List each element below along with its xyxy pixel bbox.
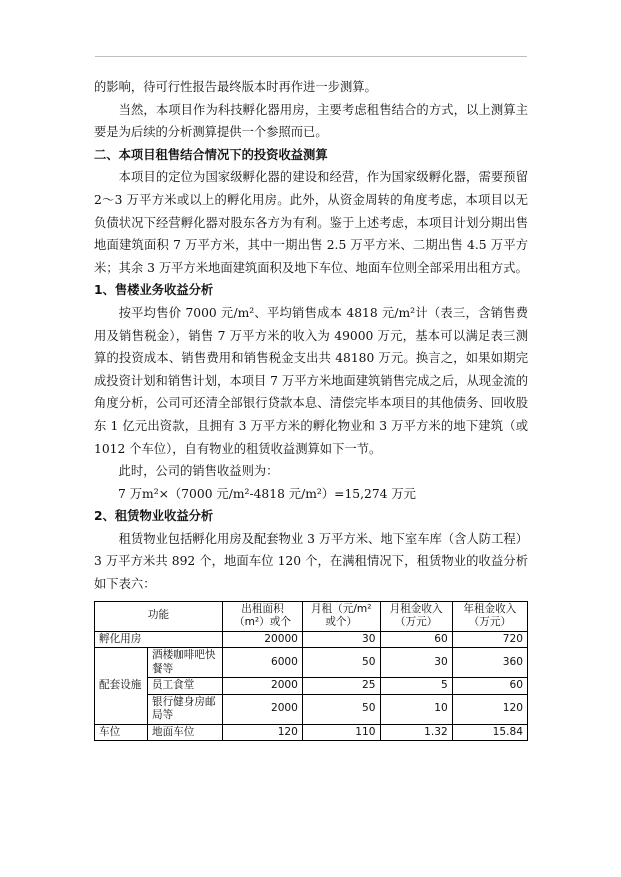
cell-rent: 50 — [302, 648, 380, 678]
cell-area: 2000 — [223, 694, 303, 724]
paragraph-sales-analysis: 按平均售价 7000 元/m²、平均销售成本 4818 元/m²计（表三，含销售费用及销售税金），销售 7 万平方米的收入为 49000 万元，基本可以满足表三测算的投资成本、销售费用和销售税金支出共 48180 万元。换言之，如果如期完成投资计划和销售计划，本项目 7 万平方米地面建筑销售完成之后，从现金流的角度分析，公司可还清全部银行贷款本息、清偿完毕本项目的其他债务、回收股东 1 亿元出资款，且拥有 3 万平方米的孵化物业和 3 万平方米的地下建筑（或 1012 个车位），自有物业的租赁收益测算如下一节。 — [94, 305, 528, 456]
cell-annual: 15.84 — [452, 724, 527, 741]
document-body — [94, 76, 528, 741]
row-label: 孵化用房 — [95, 631, 223, 648]
row-group-label: 配套设施 — [95, 648, 148, 725]
table-row — [95, 678, 528, 695]
row-item-label: 银行健身房邮局等 — [148, 694, 223, 724]
cell-rent: 50 — [302, 694, 380, 724]
subsection-heading-sales: 1、售楼业务收益分析 — [94, 283, 214, 298]
header-annual-income: 年租金收入（万元） — [452, 601, 527, 631]
section-heading-2: 二、本项目租售结合情况下的投资收益测算 — [94, 147, 328, 162]
cell-rent: 110 — [302, 724, 380, 741]
paragraph-continuation: 的影响，待可行性报告最终版本时再作进一步测算。 — [94, 80, 377, 94]
cell-monthly: 1.32 — [380, 724, 452, 741]
header-monthly-income: 月租金收入（万元） — [380, 601, 452, 631]
cell-monthly: 5 — [380, 678, 452, 695]
sales-income-formula: 7 万m²×（7000 元/m²-4818 元/m²）=15,274 万元 — [118, 486, 416, 501]
table-header-row — [95, 601, 528, 631]
row-group-label: 车位 — [95, 724, 148, 741]
table-row — [95, 724, 528, 741]
cell-annual: 720 — [452, 631, 527, 648]
paragraph-rental-analysis: 租赁物业包括孵化用房及配套物业 3 万平方米、地下室车库（含人防工程）3 万平方米共 892 个，地面车位 120 个，在满租情况下，租赁物业的收益分析如下表六： — [94, 531, 528, 592]
cell-area: 20000 — [223, 631, 303, 648]
row-item-label: 地面车位 — [148, 724, 223, 741]
paragraph-sales-income-intro: 此时，公司的销售收益则为： — [118, 464, 279, 479]
paragraph-positioning: 本项目的定位为国家级孵化器的建设和经营，作为国家级孵化器，需要预留 2～3 万平方米或以上的孵化用房。此外，从资金周转的角度考虑，本项目以无负债状况下经营孵化器对股东各方为有利。鉴于上述考虑，本项目计划分期出售地面建筑面积 7 万平方米，其中一期出售 2.5 万平方米、二期出售 4.5 万平方米；其余 3 万平方米地面建筑面积及地下车位、地面车位则全部采用出租方式。 — [94, 170, 528, 275]
paragraph-reference-note: 当然，本项目作为科技孵化器用房，主要考虑租售结合的方式，以上测算主要是为后续的分析测算提供一个参照而已。 — [94, 102, 528, 140]
cell-annual: 120 — [452, 694, 527, 724]
table-row — [95, 694, 528, 724]
header-area: 出租面积（m²）或个 — [223, 601, 303, 631]
cell-rent: 30 — [302, 631, 380, 648]
header-monthly-rent: 月租（元/m²或个） — [302, 601, 380, 631]
cell-monthly: 30 — [380, 648, 452, 678]
cell-area: 6000 — [223, 648, 303, 678]
cell-monthly: 10 — [380, 694, 452, 724]
cell-area: 2000 — [223, 678, 303, 695]
cell-monthly: 60 — [380, 631, 452, 648]
table-row — [95, 648, 528, 678]
table-row — [95, 631, 528, 648]
cell-area: 120 — [223, 724, 303, 741]
subsection-heading-rental: 2、租赁物业收益分析 — [94, 509, 214, 524]
row-item-label: 酒楼咖啡吧快餐等 — [148, 648, 223, 678]
cell-annual: 60 — [452, 678, 527, 695]
row-item-label: 员工食堂 — [148, 678, 223, 695]
cell-rent: 25 — [302, 678, 380, 695]
cell-annual: 360 — [452, 648, 527, 678]
header-function: 功能 — [95, 601, 223, 631]
page-header-rule — [95, 56, 527, 57]
rental-income-table — [94, 601, 528, 742]
